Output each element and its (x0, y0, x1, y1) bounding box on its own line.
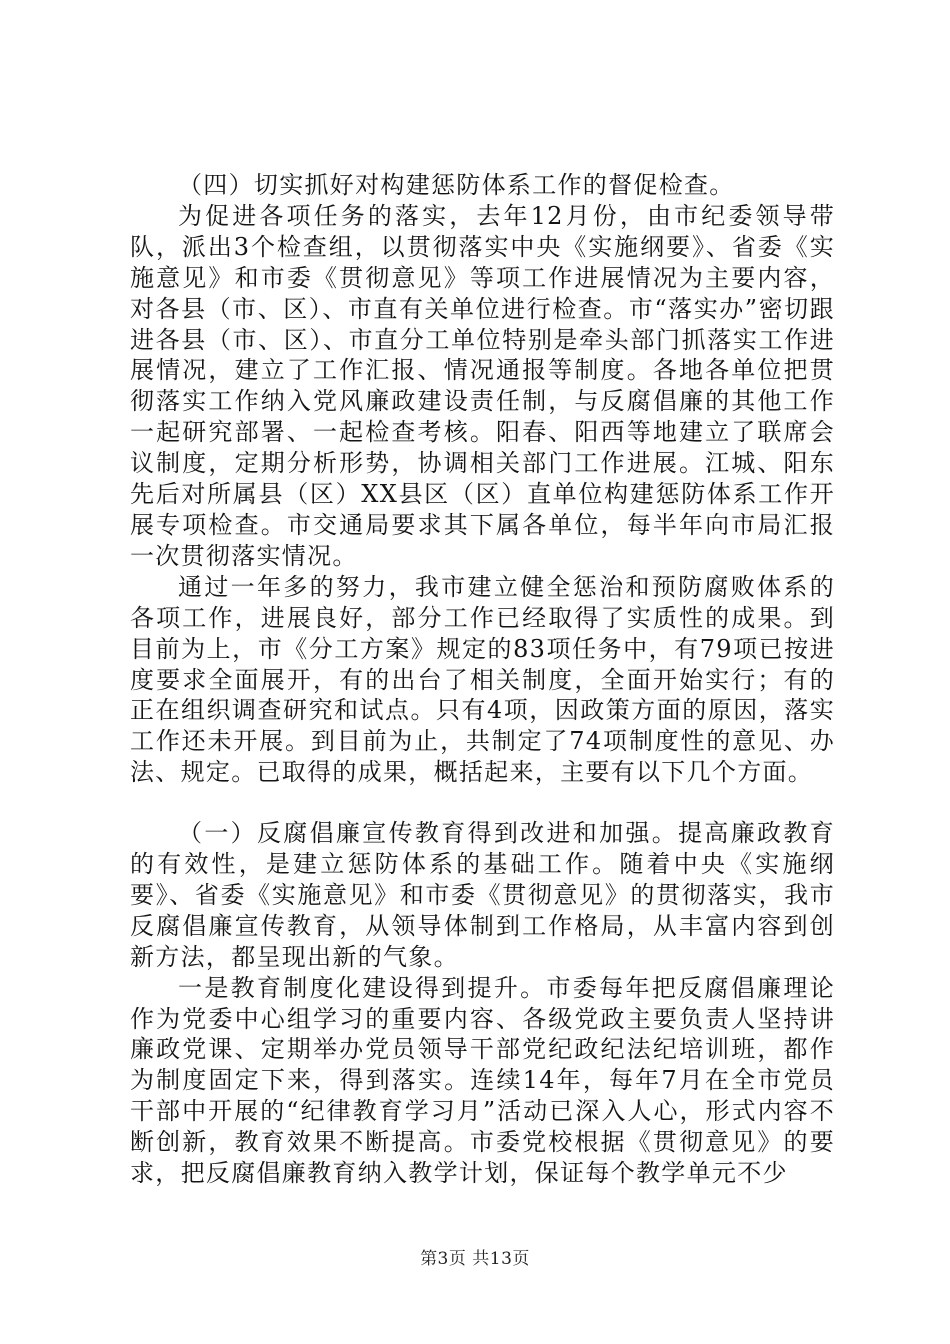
document-body (130, 170, 835, 1189)
section-paragraph-1: （一）反腐倡廉宣传教育得到改进和加强。提高廉政教育的有效性，是建立惩防体系的基础工作。随着中央《实施纲要》、省委《实施意见》和市委《贯彻意见》的贯彻落实，我市反腐倡廉宣传教育，从领导体制到工作格局，从丰富内容到创新方法，都呈现出新的气象。 (130, 819, 835, 971)
body-paragraph: 为促进各项任务的落实，去年12月份，由市纪委领导带队，派出3个检查组，以贯彻落实中央《实施纲要》、省委《实施意见》和市委《贯彻意见》等项工作进展情况为主要内容，对各县（市、区）、市直有关单位进行检查。市“落实办”密切跟进各县（市、区）、市直分工单位特别是牵头部门抓落实工作进展情况，建立了工作汇报、情况通报等制度。各地各单位把贯彻落实工作纳入党风廉政建设责任制，与反腐倡廉的其他工作一起研究部署、一起检查考核。阳春、阳西等地建立了联席会议制度，定期分析形势，协调相关部门工作进展。江城、阳东先后对所属县（区）XX县区（区）直单位构建惩防体系工作开展专项检查。市交通局要求其下属各单位，每半年向市局汇报一次贯彻落实情况。 (130, 201, 835, 570)
page-number-footer: 第3页 共13页 (420, 1249, 530, 1269)
body-paragraph: 通过一年多的努力，我市建立健全惩治和预防腐败体系的各项工作，进展良好，部分工作已经取得了实质性的成果。到目前为上，市《分工方案》规定的83项任务中，有79项已按进度要求全面展开，有的出台了相关制度，全面开始实行；有的正在组织调查研究和试点。只有4项，因政策方面的原因，落实工作还未开展。到目前为止，共制定了74项制度性的意见、办法、规定。已取得的成果，概括起来，主要有以下几个方面。 (130, 572, 835, 787)
body-paragraph: 一是教育制度化建设得到提升。市委每年把反腐倡廉理论作为党委中心组学习的重要内容、各级党政主要负责人坚持讲廉政党课、定期举办党员领导干部党纪政纪法纪培训班，都作为制度固定下来，得到落实。连续14年，每年7月在全市党员干部中开展的“纪律教育学习月”活动已深入人心，形式内容不断创新，教育效果不断提高。市委党校根据《贯彻意见》的要求，把反腐倡廉教育纳入教学计划，保证每个教学单元不少 (130, 973, 835, 1188)
section-heading-4: （四）切实抓好对构建惩防体系工作的督促检查。 (178, 171, 735, 199)
